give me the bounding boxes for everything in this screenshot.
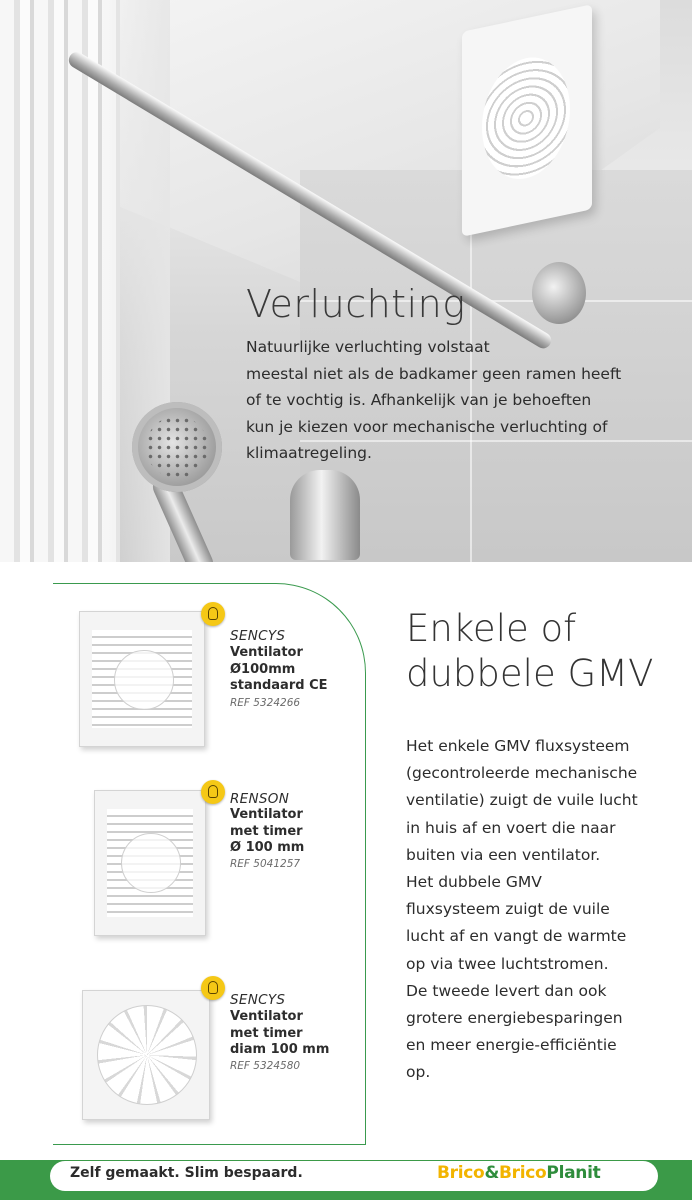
pointing-hand-icon [201,976,225,1000]
section-line: grotere energiebesparingen [406,1009,623,1028]
product-brand: SENCYS [230,628,286,644]
pointing-hand-icon [201,602,225,626]
brand-logo[interactable] [437,1163,600,1183]
logo-ampersand: & [484,1163,499,1183]
section-line: (gecontroleerde mechanische [406,764,638,783]
hero-line: kun je kiezen voor mechanische verluchting of [246,417,608,436]
logo-part: Brico [437,1163,485,1183]
product-name [230,645,328,695]
grille-core [97,1005,197,1105]
section-title-line: Enkele of [406,607,577,650]
section-title-line: dubbele GMV [406,652,654,695]
hero-line: Natuurlijke verluchting volstaat [246,338,490,356]
hero-line: klimaatregeling. [246,444,372,462]
section-line: Het dubbele GMV [406,873,542,892]
hero-paragraph [246,334,656,467]
product-name-line: standaard CE [230,678,328,693]
ventilator-grill [482,49,570,188]
section-paragraph [406,733,686,1087]
section-line: op. [406,1063,431,1082]
product-image [94,790,206,936]
product-name-line: diam 100 mm [230,1042,330,1057]
faucet [290,470,360,560]
section-line: en meer energie-efficiëntie [406,1036,617,1055]
product-name-line: Ventilator [230,645,303,660]
shower-nozzles [146,416,208,478]
section-line: Het enkele GMV fluxsysteem [406,737,630,755]
product-panel [53,583,366,1145]
hero-line: meestal niet als de badkamer geen ramen heeft [246,364,622,383]
logo-part: Brico [498,1163,547,1183]
hero-title: Verluchting [246,282,466,326]
section-line: lucht af en vangt de warmte [406,927,627,946]
product-name-line: Ventilator [230,1009,303,1024]
product-name-line: Ø 100 mm [230,840,305,855]
product-name [230,807,304,857]
product-image [79,611,205,747]
product-ref: REF 5041257 [230,858,301,870]
product-ref: REF 5324266 [230,697,301,709]
section-line: in huis af en voert die naar [406,818,616,837]
grille-core [114,650,174,710]
product-name-line: met timer [230,1025,303,1041]
wall-ventilator [462,4,592,237]
grille-core [121,833,181,893]
rod-flange [532,262,586,324]
footer-slogan: Zelf gemaakt. Slim bespaard. [70,1165,303,1181]
product-name-line: met timer [230,823,303,839]
shower-head [132,402,222,492]
hero-photo [0,0,692,562]
section-line: De tweede levert dan ook [406,981,607,1000]
product-brand: SENCYS [230,992,286,1008]
product-ref: REF 5324580 [230,1060,301,1072]
section-title [406,606,653,696]
product-brand: RENSON [230,791,290,807]
product-name-line: Ø100mm [230,661,296,677]
section-line: ventilatie) zuigt de vuile lucht [406,791,638,810]
section-line: fluxsysteem zuigt de vuile [406,900,610,919]
product-image [82,990,210,1120]
logo-part: Planit [546,1163,601,1183]
section-line: buiten via een ventilator. [406,845,601,864]
product-name [230,1009,329,1059]
hero-line: of te vochtig is. Afhankelijk van je behoeften [246,391,592,409]
section-line: op via twee luchtstromen. [406,954,609,973]
pointing-hand-icon [201,780,225,804]
product-name-line: Ventilator [230,807,303,822]
